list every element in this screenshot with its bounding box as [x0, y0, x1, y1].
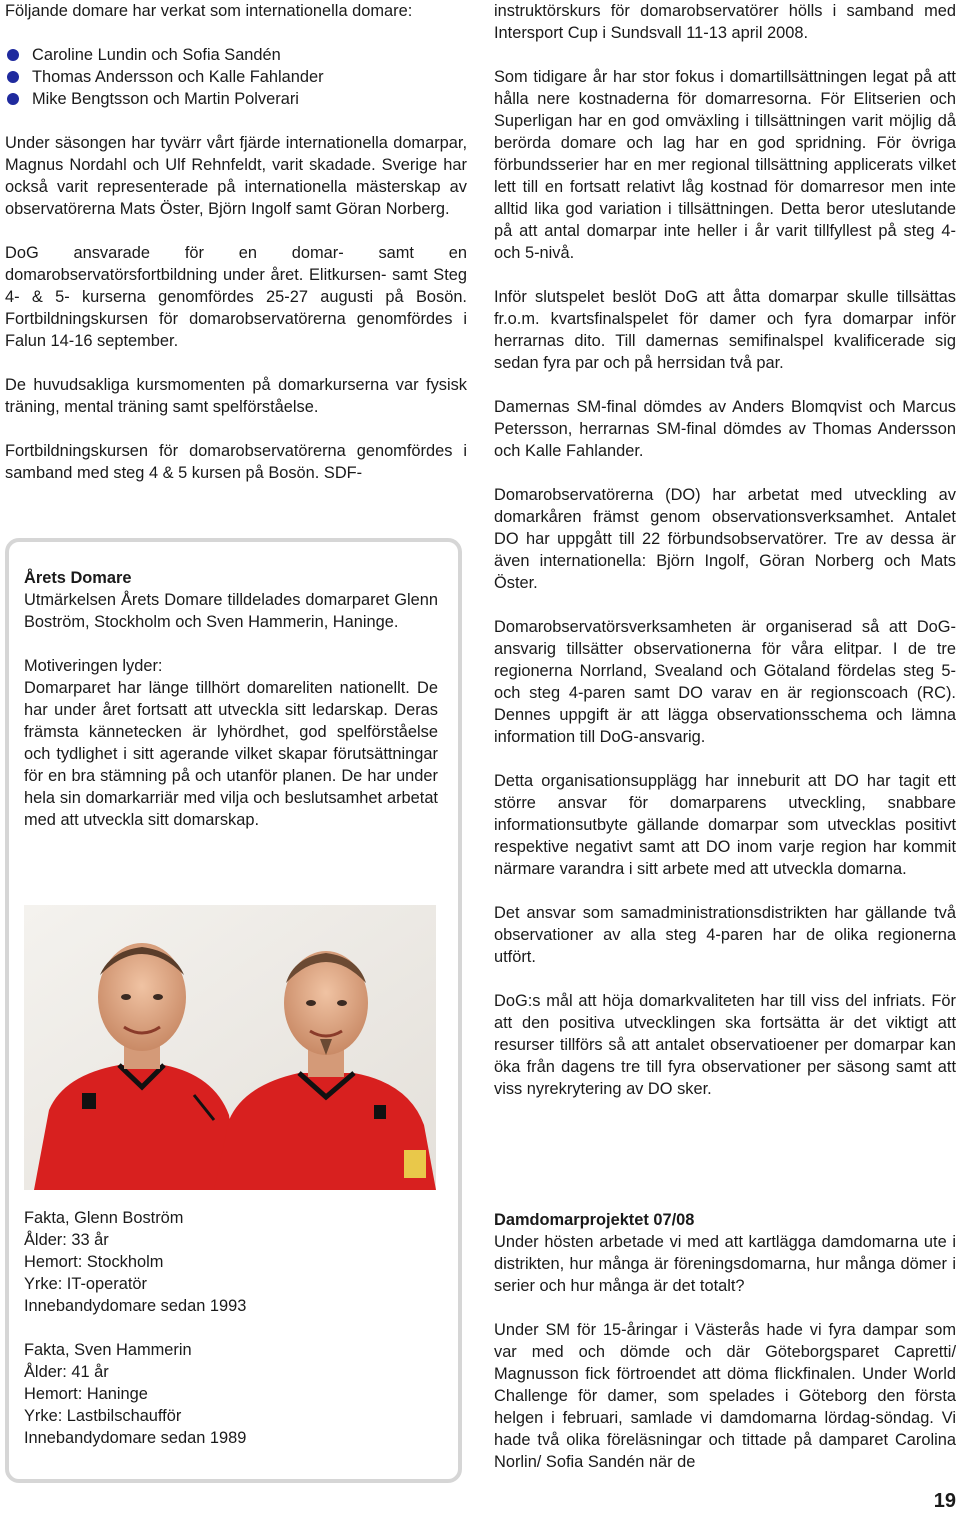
fact-job: Yrke: IT-operatör [24, 1275, 147, 1293]
international-referees-list [5, 44, 467, 110]
paragraph-organisation-results: Detta organisationsupplägg har inneburit att DO har tagit ett större ansvar för domarparens utveckling, snabbare informationsutbyte gällande domarpar som utvecklas positivt respektive negativt samt att DO inom varje region har kommit närmare varandra i sitt arbete med att utveckla domarna. [494, 772, 956, 878]
paragraph-districts: Det ansvar som samadministrationsdistrikten har gällande två observationer av alla steg 4-paren har de olika regionerna utfört. [494, 904, 956, 966]
women-referee-project [494, 1209, 956, 1495]
paragraph-observers: Domarobservatörerna (DO) har arbetat med utveckling av domarkåren främst genom observationsverksamhet. Antalet DO har uppgått till 22 förbundsobservatörer. Tre av dessa är även internationella: Björn Ingolf, Göran Norberg och Mats Öster. [494, 486, 956, 592]
fact-block-glenn [24, 1207, 444, 1317]
fact-home: Hemort: Haninge [24, 1385, 148, 1403]
paragraph-continuation: Fortbildningskursen för domarobservatörerna genomfördes i samband med steg 4 & 5 kursen på Bosön. SDF- [5, 442, 467, 482]
international-referees-intro: Följande domare har verkat som internationella domare: [5, 2, 413, 20]
fact-home: Hemort: Stockholm [24, 1253, 164, 1271]
women-referee-paragraph-2: Under SM för 15-åringar i Västerås hade vi fyra dampar som var med och dömde och där Göteborgsparet Capretti/ Magnusson fick förtroendet att döma flickfinalen. Under World Challenge för damer, som spelades i Göteborg den första helgen i februari, samlade vi damdomarna lördag-söndag. Vi hade två olika föreläsningar och tittade på damparet Carolina Norlin/ Sofia Sandén när de [494, 1321, 956, 1471]
fact-block-sven [24, 1339, 444, 1449]
list-item: Mike Bengtsson och Martin Polverari [5, 88, 467, 110]
page-number: 19 [933, 1490, 956, 1512]
paragraph-observer-organisation: Domarobservatörsverksamheten är organiserad så att DoG-ansvarig tillsätter observationerna för våra elitpar. I de tre regionerna Norrland, Svealand och Götaland fördelas steg 5- och steg 4-paren samt DO varav en är regionscoach (RC). Dennes uppgift är att lägga observationsschema och lämna information till DoG-ansvarig. [494, 618, 956, 746]
fact-age: Ålder: 33 år [24, 1231, 109, 1249]
fact-job: Yrke: Lastbilschaufför [24, 1407, 182, 1425]
referee-of-year-text [24, 567, 438, 853]
fact-title: Fakta, Glenn Boström [24, 1209, 184, 1227]
referee-of-year-heading: Årets Domare [24, 569, 132, 587]
award-text: Utmärkelsen Årets Domare tilldelades domarparet Glenn Boström, Stockholm och Sven Hammerin, Haninge. [24, 591, 438, 631]
fact-age: Ålder: 41 år [24, 1363, 109, 1381]
paragraph-course-content: De huvudsakliga kursmomenten på domarkurserna var fysisk träning, mental träning samt spelförståelse. [5, 376, 467, 416]
motivation-text: Domarparet har länge tillhört domareliten nationellt. De har under året fortsatt att utveckla sitt ledarskap. Deras främsta kännetecken är lyhördhet, god spelförståelse och tydlighet i sitt agerande vilket skapar förutsättningar för en bra stämning på och utanför planen. De har under hela sin domarkarriär med vilja och beslutsamhet arbetat med att utveckla sitt domarskap. [24, 679, 438, 829]
paragraph-sm-finals: Damernas SM-final dömdes av Anders Blomqvist och Marcus Petersson, herrarnas SM-final dömdes av Thomas Andersson och Kalle Fahlander. [494, 398, 956, 460]
right-column [494, 0, 956, 1122]
list-item: Caroline Lundin och Sofia Sandén [5, 44, 467, 66]
photo-illustration [24, 905, 436, 1190]
referee-pair-photo [24, 905, 436, 1190]
paragraph-injured-pair: Under säsongen har tyvärr vårt fjärde internationella domarpar, Magnus Nordahl och Ulf Rehnfeldt, varit skadade. Sverige har också varit representerade på internationella mästerskap av observatörerna Mats Öster, Björn Ingolf samt Göran Norberg. [5, 134, 467, 218]
motivation-label: Motiveringen lyder: [24, 657, 163, 675]
referee-facts [24, 1207, 444, 1471]
left-column [5, 0, 467, 506]
list-item: Thomas Andersson och Kalle Fahlander [5, 66, 467, 88]
women-referee-heading: Damdomarprojektet 07/08 [494, 1211, 695, 1229]
women-referee-paragraph-1: Under hösten arbetade vi med att kartlägga damdomarna ute i distrikten, hur många är föreningsdomarna, hur många dömer i serier och hur många är det totalt? [494, 1233, 956, 1295]
paragraph-training: DoG ansvarade för en domar- samt en domarobservatörsfortbildning under året. Elitkursen- samt Steg 4- & 5- kurserna genomfördes 25-27 augusti på Bosön. Fortbildningskursen för domarobservatörerna genomfördes i Falun 14-16 september. [5, 244, 467, 350]
paragraph-instructor-course: instruktörskurs för domarobservatörer hölls i samband med Intersport Cup i Sundsvall 11-13 april 2008. [494, 2, 956, 42]
paragraph-costs: Som tidigare år har stor fokus i domartillsättningen legat på att hålla nere kostnaderna för domarresorna. För Elitserien och Superligan har en god omväxling i tillsättningen varit möjlig då berörda domare och lag har en god spridning. För övriga förbundsserier har en mer regional tillsättning applicerats vilket lett till en fortsatt relativt låg kostnad för domarresor men inte alltid lika god variation i tillsättningen. Detta beror uteslutande på att antal domarpar inte heller i år varit tillfyllest på steg 4- och 5-nivå. [494, 68, 956, 262]
fact-title: Fakta, Sven Hammerin [24, 1341, 192, 1359]
fact-since: Innebandydomare sedan 1989 [24, 1429, 247, 1447]
bullet-icon [7, 71, 19, 83]
bullet-icon [7, 49, 19, 61]
bullet-icon [7, 93, 19, 105]
paragraph-goals: DoG:s mål att höja domarkvaliteten har till viss del infriats. För att den positiva utvecklingen ska fortsätta är det viktigt att resurser tillförs så att antalet observatioener per domarpar kan öka från dagens tre till fyra observationer per säsong samt att viss nyrekrytering av DO sker. [494, 992, 956, 1098]
paragraph-playoffs: Inför slutspelet beslöt DoG att åtta domarpar skulle tillsättas fr.o.m. kvartsfinalspelet för damer och fyra domarpar inför herrarnas dito. Till damernas semifinalspel kvalificerade sig sedan fyra par och på herrsidan två par. [494, 288, 956, 372]
fact-since: Innebandydomare sedan 1993 [24, 1297, 247, 1315]
